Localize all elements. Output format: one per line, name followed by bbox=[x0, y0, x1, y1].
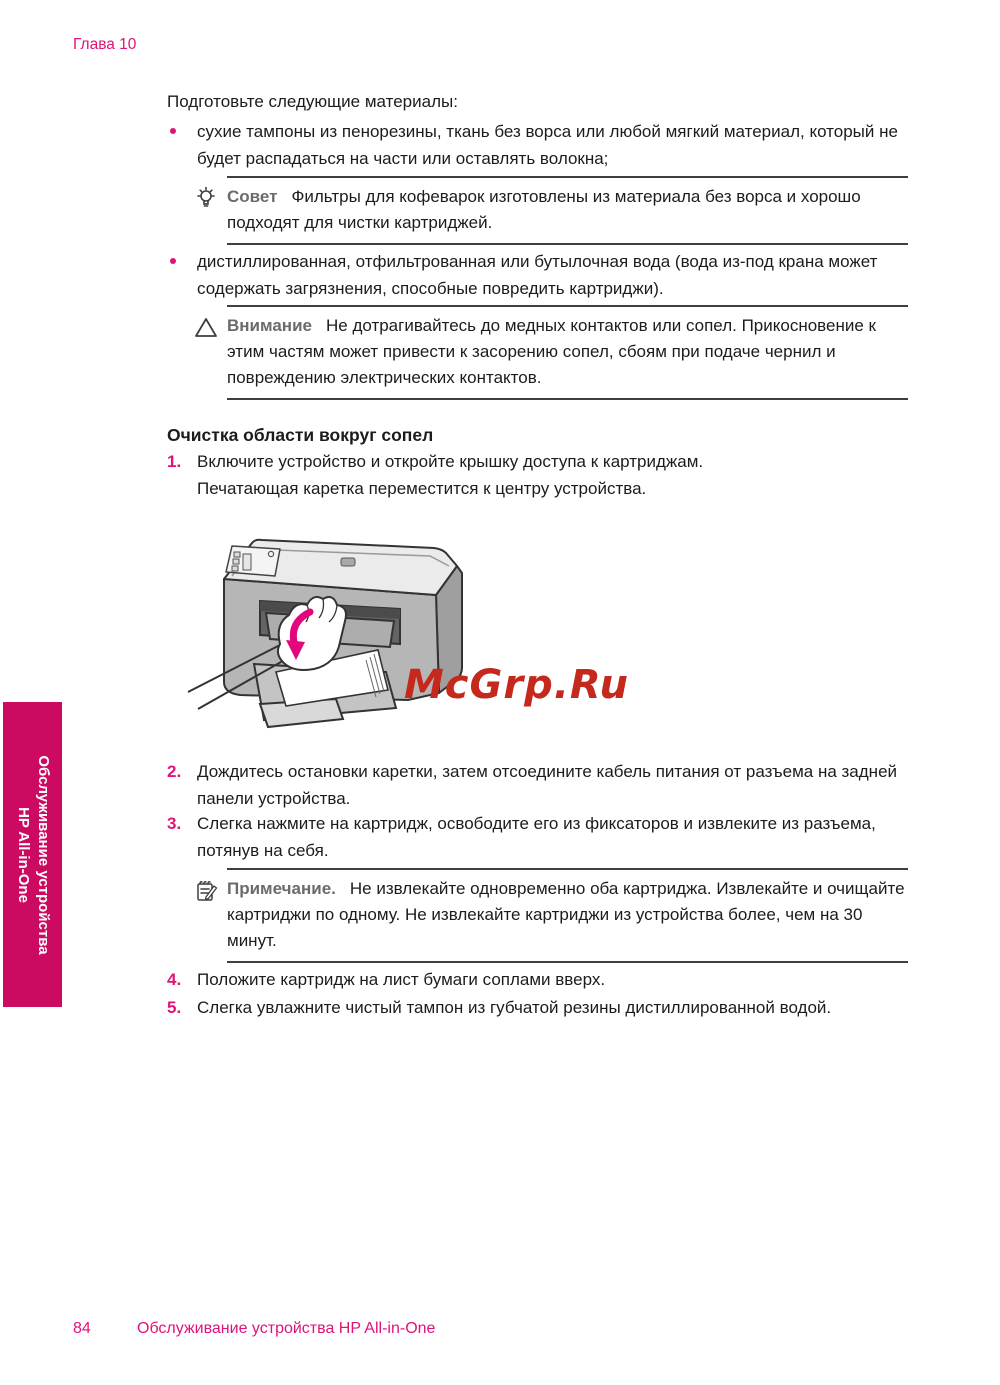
bullet-text: дистиллированная, отфильтрованная или бутылочная вода (вода из-под крана может содержать загрязнения, способные повредить картриджи). bbox=[197, 252, 878, 298]
watermark-text: McGrp.Ru bbox=[404, 662, 629, 708]
step-item bbox=[167, 758, 915, 812]
intro-paragraph: Подготовьте следующие материалы: bbox=[167, 92, 458, 111]
bullet-item bbox=[167, 118, 912, 172]
printer-drawing bbox=[168, 522, 688, 757]
step-item bbox=[167, 994, 915, 1021]
tip-text: Фильтры для кофеварок изготовлены из материала без ворса и хорошо подходят для чистки картриджей. bbox=[227, 187, 861, 232]
step-text: Слегка увлажните чистый тампон из губчатой резины дистиллированной водой. bbox=[197, 998, 832, 1017]
step-number: 2. bbox=[167, 762, 182, 781]
step-item bbox=[167, 966, 915, 993]
bullet-dot bbox=[170, 128, 176, 134]
sidebar-tab-line1: Обслуживание устройства bbox=[34, 754, 52, 955]
step-subtext: Печатающая каретка переместится к центру устройства. bbox=[197, 479, 647, 498]
step-text: Положите картридж на лист бумаги соплами вверх. bbox=[197, 970, 606, 989]
section-heading: Очистка области вокруг сопел bbox=[167, 425, 434, 445]
note-callout bbox=[227, 868, 908, 963]
step-number: 5. bbox=[167, 998, 182, 1017]
note-label: Примечание. bbox=[227, 879, 336, 898]
sidebar-tab-line2: HP All-in-One bbox=[14, 806, 32, 903]
printer-illustration bbox=[168, 522, 688, 757]
step-text: Включите устройство и откройте крышку доступа к картриджам. bbox=[197, 452, 704, 471]
warning-triangle-icon bbox=[193, 315, 219, 341]
step-text: Слегка нажмите на картридж, освободите его из фиксаторов и извлеките из разъема, потянув на себя. bbox=[197, 814, 876, 860]
step-text: Дождитесь остановки каретки, затем отсоедините кабель питания от разъема на задней панели устройства. bbox=[197, 762, 898, 808]
bullet-text: сухие тампоны из пенорезины, ткань без ворса или любой мягкий материал, который не будет распадаться на части или оставлять волокна; bbox=[197, 122, 898, 168]
chapter-label: Глава 10 bbox=[73, 36, 137, 53]
tip-callout bbox=[227, 176, 908, 245]
page-number: 84 bbox=[73, 1320, 91, 1337]
step-number: 4. bbox=[167, 970, 182, 989]
lightbulb-icon bbox=[193, 186, 219, 212]
warning-label: Внимание bbox=[227, 316, 312, 335]
note-text: Не извлекайте одновременно оба картриджа. Извлекайте и очищайте картриджи по одному. Не извлекайте картриджи из устройства более, чем на 30 минут. bbox=[227, 879, 905, 950]
step-number: 1. bbox=[167, 452, 182, 471]
footer-title: Обслуживание устройства HP All-in-One bbox=[137, 1320, 436, 1337]
warning-callout bbox=[227, 305, 908, 400]
sidebar-chapter-tab bbox=[3, 702, 62, 1007]
bullet-dot bbox=[170, 258, 176, 264]
notepad-pencil-icon bbox=[193, 878, 219, 904]
bullet-item bbox=[167, 248, 912, 302]
warning-text: Не дотрагивайтесь до медных контактов или сопел. Прикосновение к этим частям может привести к засорению сопел, сбоям при подаче чернил и повреждению электрических контактов. bbox=[227, 316, 876, 387]
step-number: 3. bbox=[167, 814, 182, 833]
step-item bbox=[167, 448, 915, 502]
step-item bbox=[167, 810, 915, 864]
tip-label: Совет bbox=[227, 187, 278, 206]
